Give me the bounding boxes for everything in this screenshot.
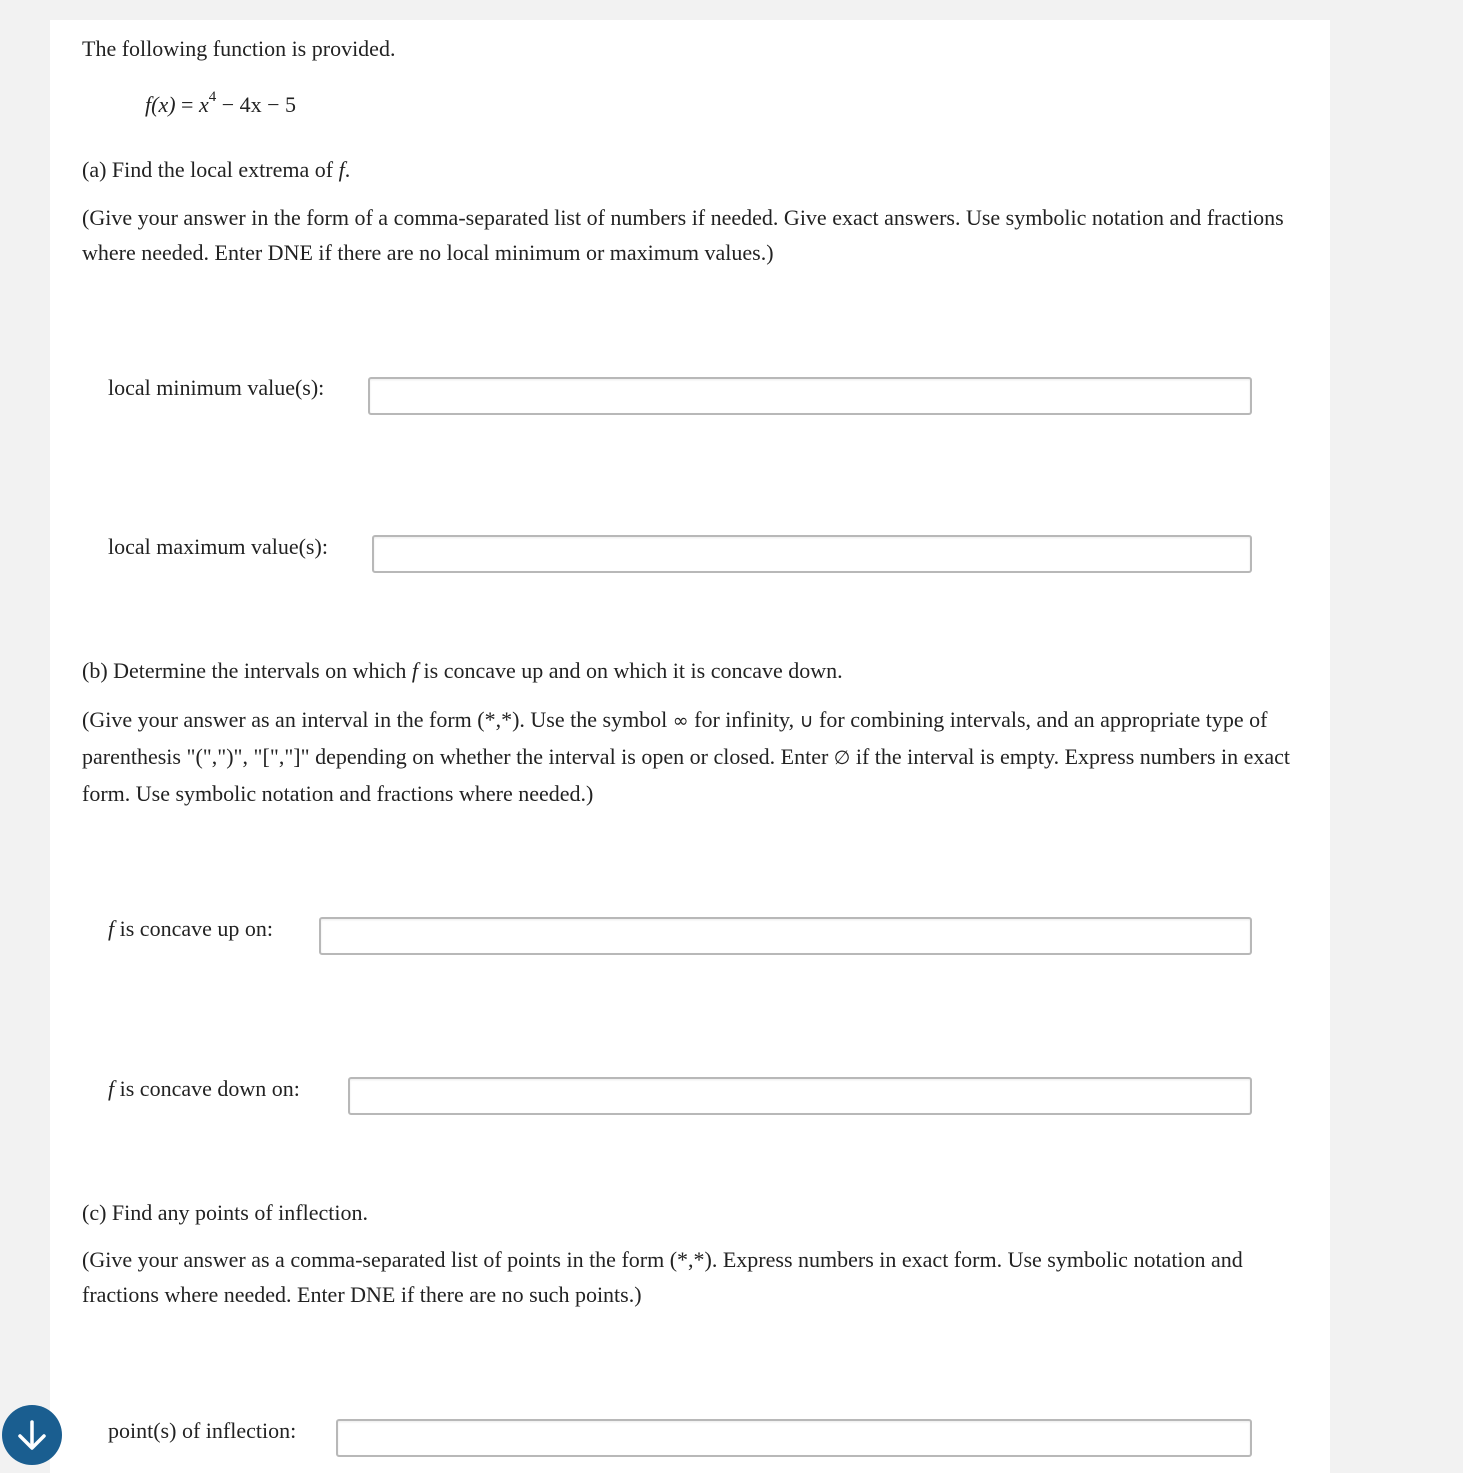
empty-set-symbol: ∅ [833, 747, 851, 769]
question-card [50, 20, 1330, 1473]
part-c-instructions: (Give your answer as a comma-separated list of points in the form (*,*). Express numbers in exact form. Use symbolic notation and fractions where needed. Enter DNE if there are no such points.) [82, 1247, 1243, 1307]
part-b-instr-1: (Give your answer as an interval in the form (*,*). Use the symbol [82, 707, 673, 732]
part-a-prompt-suffix: . [344, 157, 351, 182]
function-eq: = [181, 92, 194, 117]
concave-up-text: is concave up on: [114, 916, 273, 941]
part-a-instructions: (Give your answer in the form of a comma-separated list of numbers if needed. Give exact answers. Use symbolic notation and fractions where needed. Enter DNE if there are no local minimum or maximum values.) [82, 205, 1284, 265]
part-b-instr-4: if the interval is empty. Express numbers in exact form. Use symbolic notation and fractions where needed.) [82, 744, 1291, 806]
part-a-prompt-prefix: (a) Find the local extrema of [82, 157, 339, 182]
inflection-label: point(s) of inflection: [108, 1418, 297, 1443]
function-definition [145, 89, 297, 118]
concave-down-label [108, 1074, 300, 1104]
concave-down-var: f [108, 1076, 115, 1101]
concave-down-text: is concave down on: [114, 1076, 300, 1101]
part-c-prompt: (c) Find any points of inflection. [82, 1200, 368, 1225]
union-symbol: ∪ [799, 710, 814, 732]
local-max-input[interactable] [372, 535, 1252, 573]
function-exponent: 4 [208, 89, 217, 105]
concave-up-var: f [108, 916, 115, 941]
part-a-prompt [82, 152, 350, 187]
inflection-input[interactable] [336, 1419, 1252, 1457]
part-b-instr-2: for infinity, [688, 707, 800, 732]
function-lhs: f(x) [145, 92, 176, 117]
function-rest: − 4x − 5 [221, 92, 297, 117]
infinity-symbol: ∞ [672, 710, 689, 732]
intro-text: The following function is provided. [82, 36, 396, 61]
scroll-down-button[interactable] [2, 1405, 62, 1465]
local-max-label: local maximum value(s): [108, 534, 328, 559]
part-b-prompt-suffix: is concave up and on which it is concave down. [418, 658, 843, 683]
part-b-prompt-prefix: (b) Determine the intervals on which [82, 658, 412, 683]
function-base: x [198, 92, 209, 117]
part-b-prompt [82, 653, 843, 688]
part-b-instr-3: for combining intervals, and an appropriate type of parenthesis "(",")", "[","]" depending on whether the interval is open or closed. Enter [82, 707, 1268, 769]
part-a-prompt-var: f [338, 157, 345, 182]
local-min-label: local minimum value(s): [108, 375, 325, 400]
part-b-instructions [82, 702, 1312, 811]
local-min-input[interactable] [368, 377, 1252, 415]
part-b-prompt-var: f [411, 658, 419, 683]
concave-up-label [108, 914, 273, 944]
concave-up-input[interactable] [319, 917, 1252, 955]
arrow-down-icon [14, 1417, 50, 1453]
concave-down-input[interactable] [348, 1077, 1252, 1115]
